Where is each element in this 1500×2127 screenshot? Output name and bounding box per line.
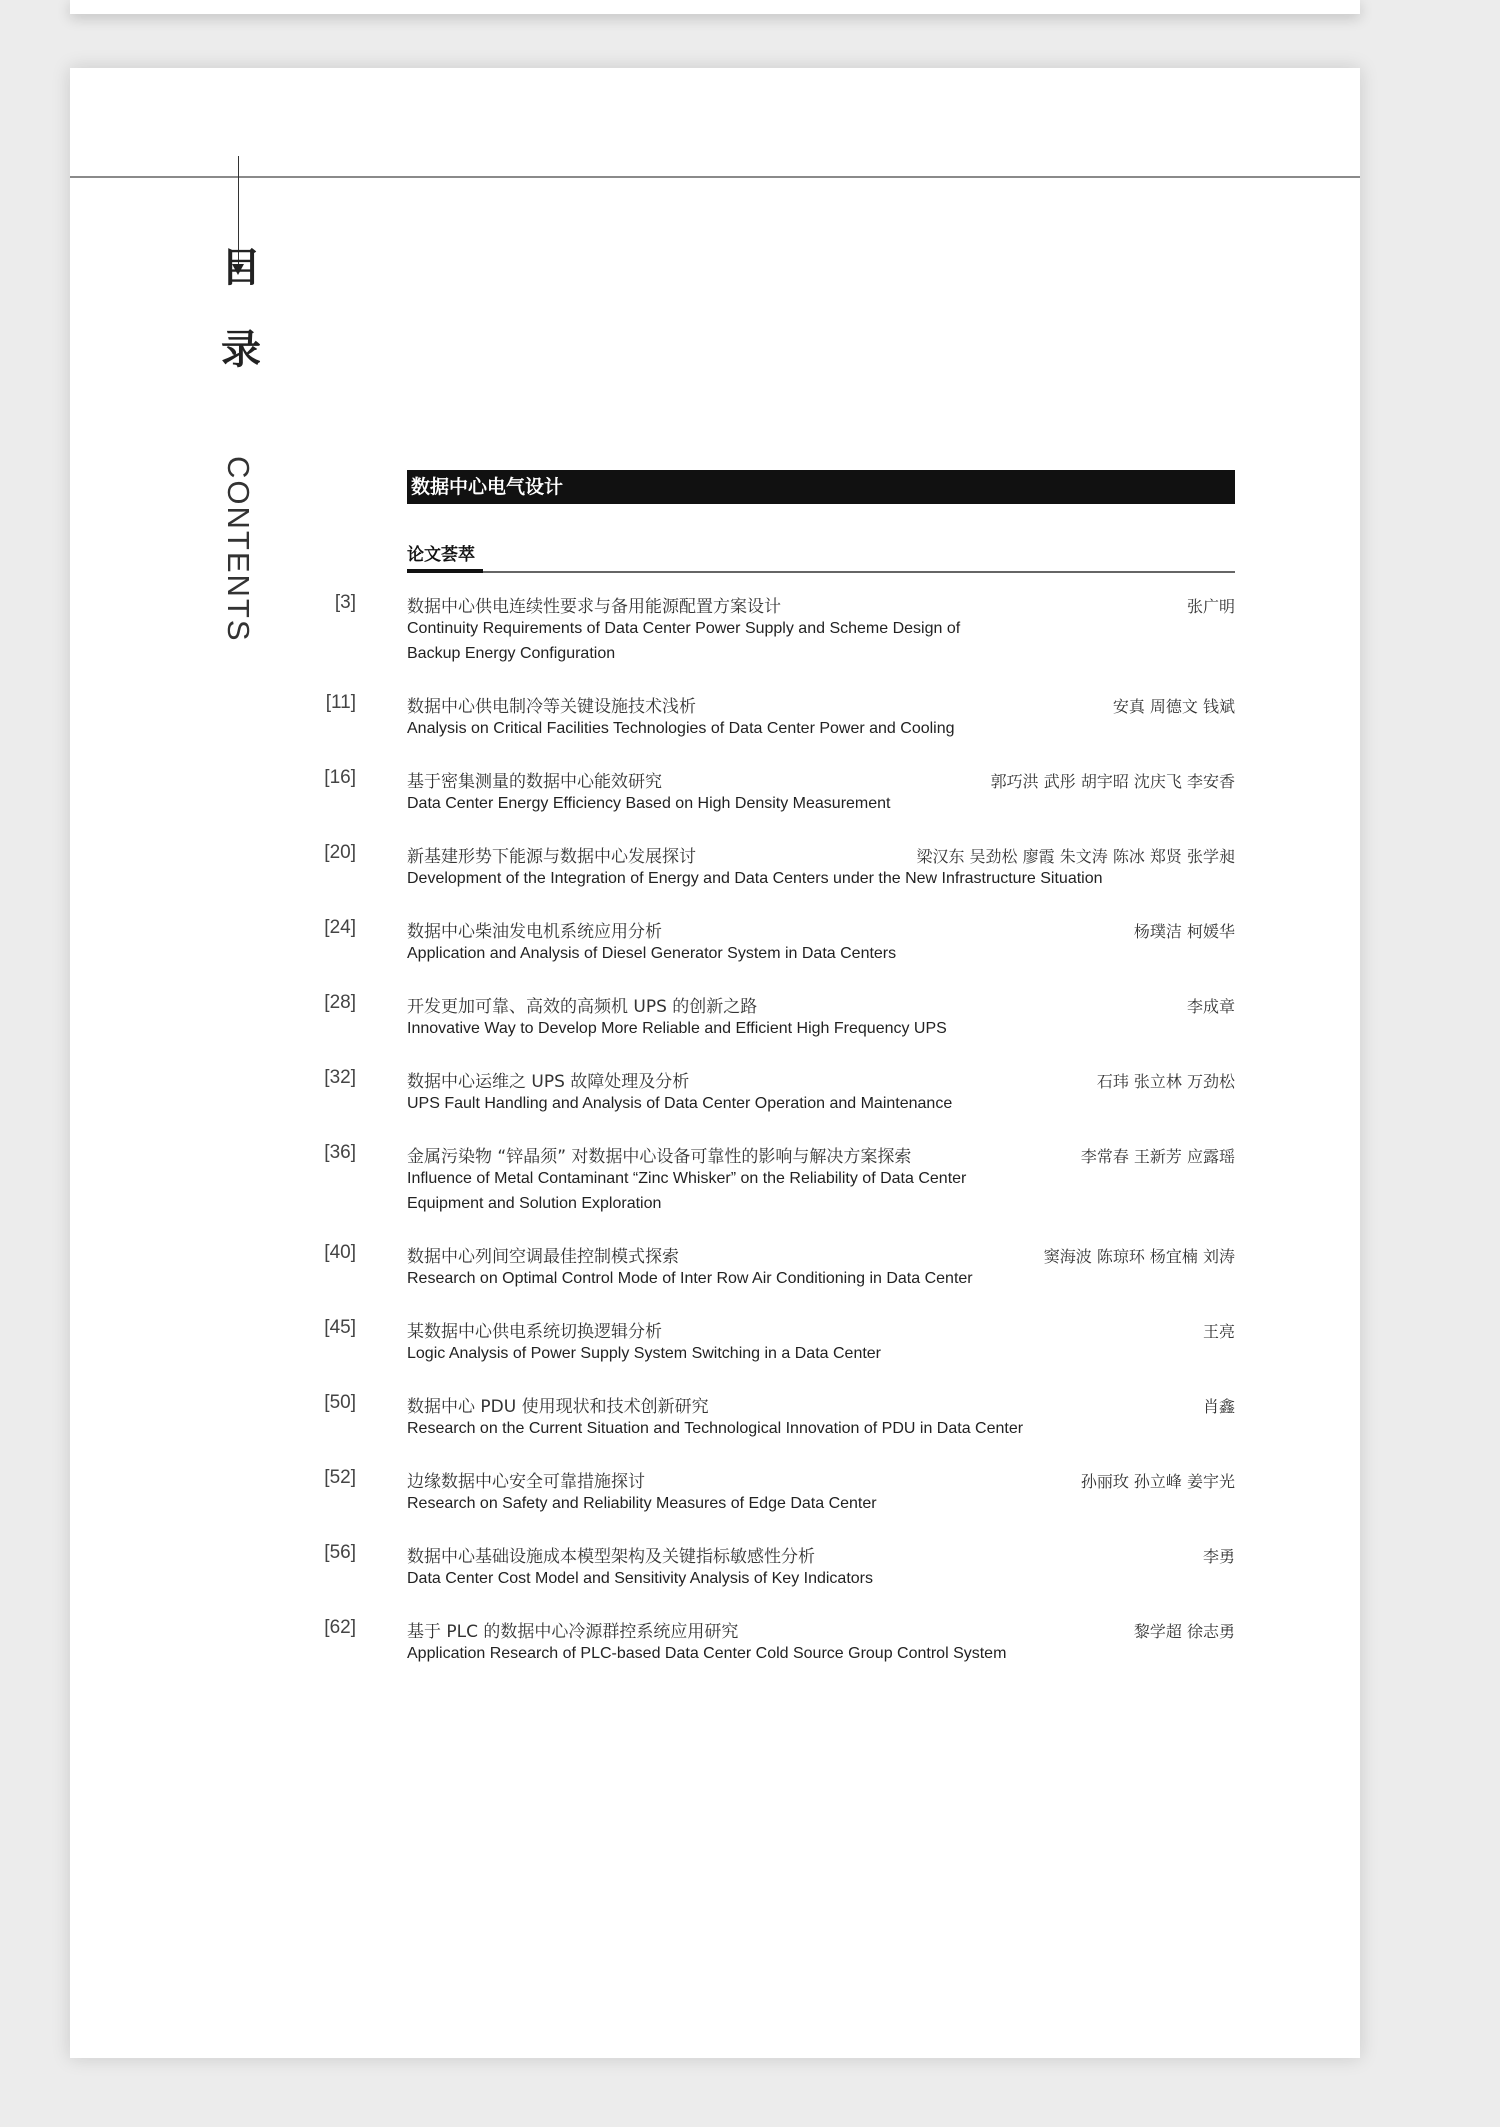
title-cn: 数据中心供电连续性要求与备用能源配置方案设计 — [407, 597, 781, 617]
title-en: Research on Safety and Reliability Measures of Edge Data Center — [407, 1495, 877, 1512]
authors: 李常春 王新芳 应露瑶 — [1080, 1147, 1235, 1166]
title-char-mu: 目 — [221, 245, 261, 291]
title-cn: 某数据中心供电系统切换逻辑分析 — [407, 1322, 662, 1342]
page-number: [28] — [324, 992, 356, 1013]
page-number: [16] — [324, 767, 356, 788]
authors: 张广明 — [1186, 597, 1235, 616]
title-en: Research on Optimal Control Mode of Inter Row Air Conditioning in Data Center — [407, 1270, 973, 1287]
title-en: Development of the Integration of Energy and Data Centers under the New Infrastructure Situation — [407, 870, 1103, 887]
page-number: [24] — [324, 917, 356, 938]
page-number: [32] — [324, 1067, 356, 1088]
title-en: Logic Analysis of Power Supply System Switching in a Data Center — [407, 1345, 882, 1362]
title-en: Data Center Cost Model and Sensitivity Analysis of Key Indicators — [407, 1570, 873, 1587]
authors: 石玮 张立林 万劲松 — [1096, 1072, 1235, 1091]
title-cn: 边缘数据中心安全可靠措施探讨 — [407, 1472, 645, 1492]
title-en: Research on the Current Situation and Technological Innovation of PDU in Data Center — [407, 1420, 1024, 1437]
title-cn: 数据中心 PDU 使用现状和技术创新研究 — [407, 1397, 709, 1417]
authors: 王亮 — [1202, 1322, 1235, 1341]
authors: 安真 周德文 钱斌 — [1112, 697, 1235, 716]
title-char-lu: 录 — [221, 327, 261, 373]
toc-page — [70, 68, 1360, 2058]
authors: 杨璞洁 柯媛华 — [1133, 922, 1235, 941]
title-cn: 金属污染物 “锌晶须” 对数据中心设备可靠性的影响与解决方案探索 — [407, 1147, 912, 1167]
title-en: Innovative Way to Develop More Reliable and Efficient High Frequency UPS — [407, 1020, 947, 1037]
contents-label: CONTENTS — [221, 456, 256, 643]
title-cn: 数据中心列间空调最佳控制模式探索 — [407, 1247, 679, 1267]
title-en: Analysis on Critical Facilities Technologies of Data Center Power and Cooling — [407, 720, 955, 737]
page-number: [11] — [325, 692, 356, 713]
previous-page-edge — [70, 0, 1360, 14]
authors: 肖鑫 — [1202, 1397, 1235, 1416]
section-title-bar: 数据中心电气设计 — [407, 470, 1235, 504]
authors: 黎学超 徐志勇 — [1133, 1622, 1235, 1641]
authors: 孙丽玫 孙立峰 姜宇光 — [1080, 1472, 1235, 1491]
page-number: [56] — [324, 1542, 356, 1563]
page-number: [52] — [324, 1467, 356, 1488]
title-cn: 开发更加可靠、高效的高频机 UPS 的创新之路 — [407, 997, 758, 1017]
title-cn: 基于密集测量的数据中心能效研究 — [407, 772, 662, 792]
page-number: [50] — [324, 1392, 356, 1413]
title-en: Data Center Energy Efficiency Based on High Density Measurement — [407, 795, 891, 812]
subheading: 论文荟萃 — [407, 545, 475, 565]
title-cn: 数据中心运维之 UPS 故障处理及分析 — [407, 1072, 690, 1092]
title-cn: 数据中心供电制冷等关键设施技术浅析 — [407, 697, 696, 717]
authors: 李成章 — [1186, 997, 1235, 1016]
authors: 窦海波 陈琼环 杨宜楠 刘涛 — [1043, 1247, 1235, 1266]
title-cn: 新基建形势下能源与数据中心发展探讨 — [407, 847, 696, 867]
title-en: Influence of Metal Contaminant “Zinc Whisker” on the Reliability of Data Center Equipment and Solution Exploration — [407, 1170, 967, 1212]
page-number: [36] — [324, 1142, 356, 1163]
title-en: Application Research of PLC-based Data Center Cold Source Group Control System — [407, 1645, 1007, 1662]
authors: 郭巧洪 武彤 胡宇昭 沈庆飞 李安香 — [990, 772, 1235, 791]
authors: 李勇 — [1202, 1547, 1235, 1566]
toc-list — [70, 68, 1360, 2058]
title-cn: 基于 PLC 的数据中心冷源群控系统应用研究 — [407, 1622, 739, 1642]
title-en: Continuity Requirements of Data Center Power Supply and Scheme Design of Backup Energy Configuration — [407, 620, 961, 662]
page-number: [40] — [324, 1242, 356, 1263]
page-number: [20] — [324, 842, 356, 863]
page-number: [62] — [324, 1617, 356, 1638]
title-en: UPS Fault Handling and Analysis of Data Center Operation and Maintenance — [407, 1095, 953, 1112]
title-cn: 数据中心基础设施成本模型架构及关键指标敏感性分析 — [407, 1547, 815, 1567]
page-number: [45] — [324, 1317, 356, 1338]
title-cn: 数据中心柴油发电机系统应用分析 — [407, 922, 662, 942]
authors: 梁汉东 吴劲松 廖霞 朱文涛 陈冰 郑贤 张学昶 — [916, 847, 1235, 866]
title-en: Application and Analysis of Diesel Generator System in Data Centers — [407, 945, 897, 962]
page-number: [3] — [334, 592, 356, 613]
